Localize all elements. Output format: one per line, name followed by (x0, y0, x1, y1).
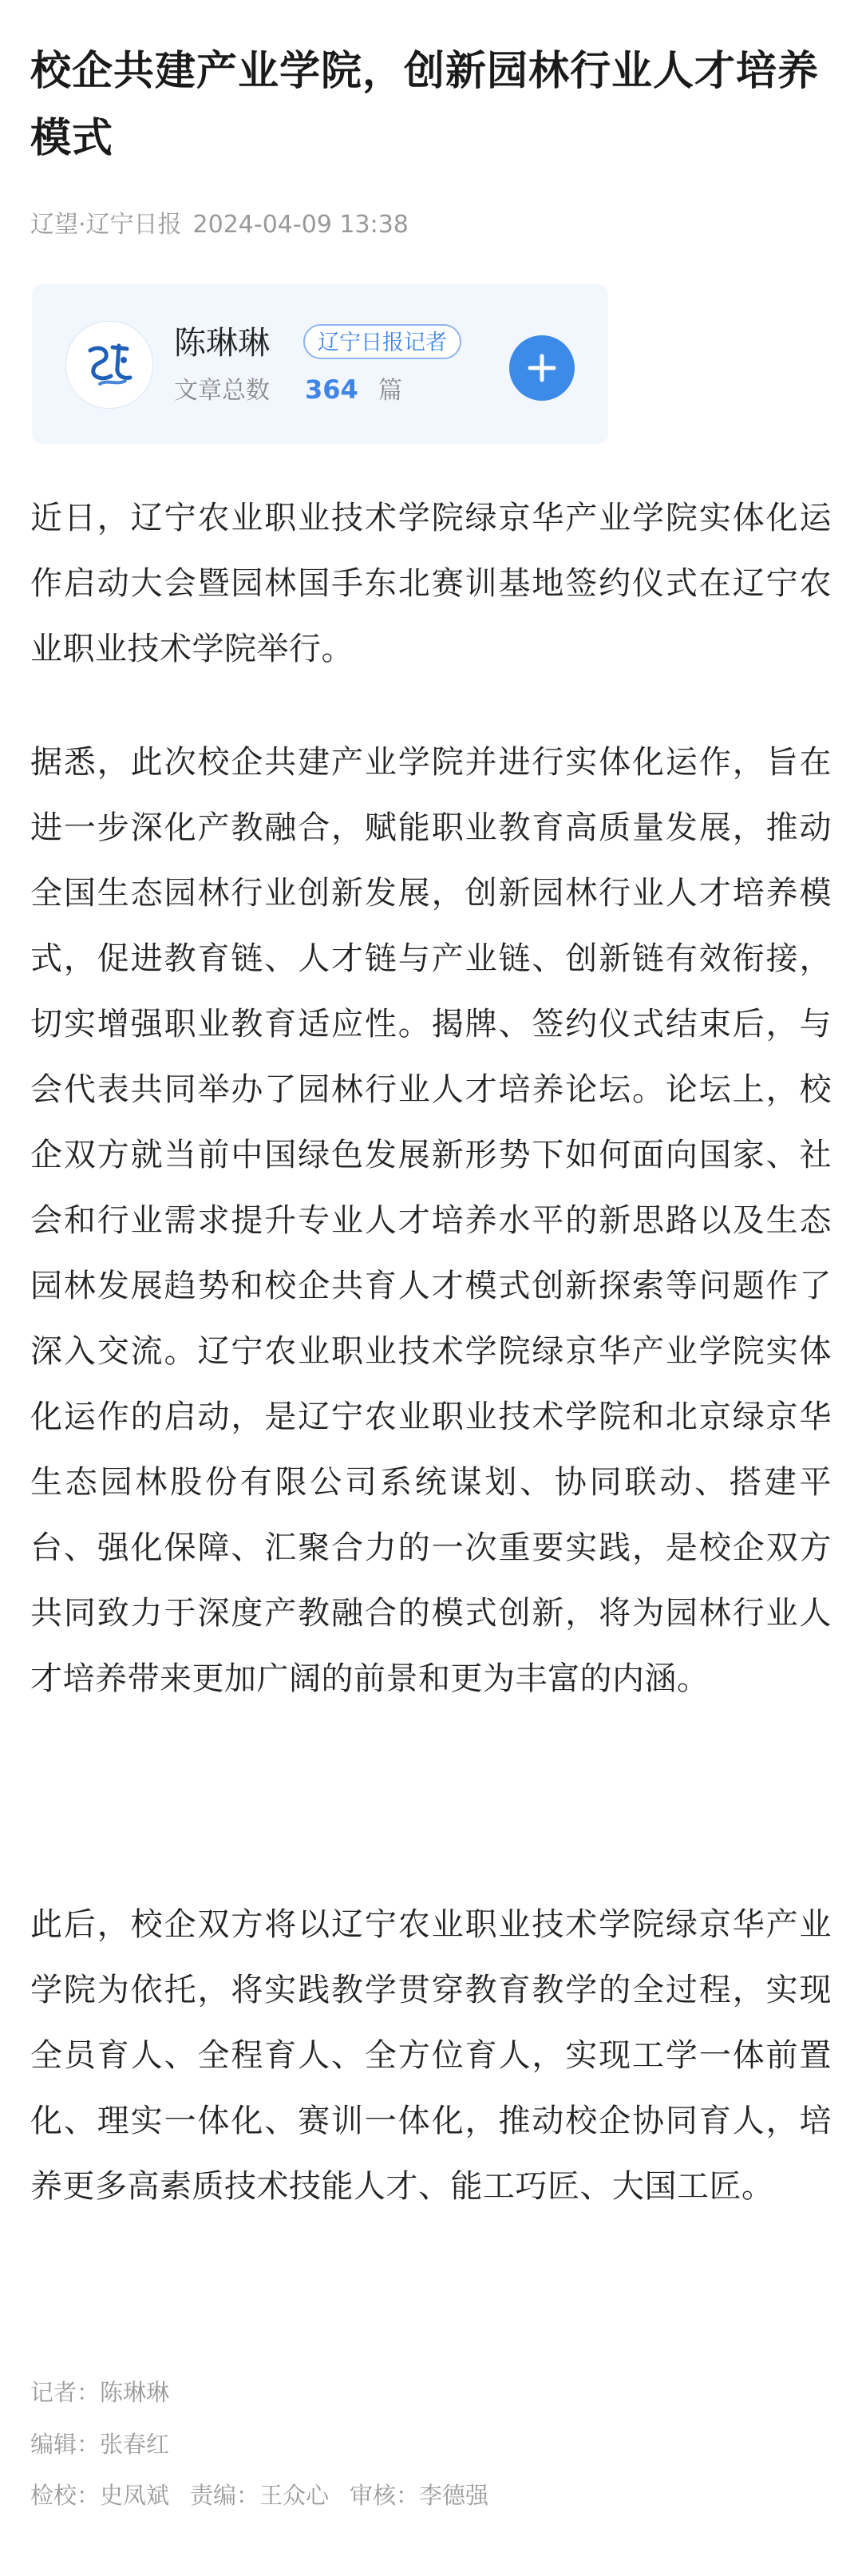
liaowang-logo-icon[interactable] (65, 321, 153, 409)
article-title: 校企共建产业学院，创新园林行业人才培养模式 (30, 48, 820, 162)
author-card[interactable] (32, 284, 608, 444)
author-name[interactable]: 陈琳琳 (174, 325, 270, 362)
article-datetime: 2024-04-09 13:38 (192, 211, 409, 239)
follow-author-button[interactable] (509, 335, 575, 401)
plus-icon (509, 335, 575, 401)
credit-chief-editor: 责编：王众心 (190, 2482, 330, 2509)
credit-editor: 编辑：张春红 (30, 2431, 170, 2458)
article-count-label: 文章总数 (174, 377, 270, 405)
article-count-unit: 篇 (378, 377, 402, 405)
article-count-value: 364 (305, 374, 358, 405)
credit-line (30, 2479, 488, 2511)
article-source[interactable]: 辽望·辽宁日报 (30, 211, 182, 239)
article-meta (30, 209, 409, 241)
credit-proofreader: 检校：史凤斌 (30, 2482, 170, 2509)
credit-reporter: 记者：陈琳琳 (30, 2379, 170, 2406)
article-paragraph: 此后，校企双方将以辽宁农业职业技术学院绿京华产业学院为依托，将实践教学贯穿教育教学的全过程，实现全员育人、全程育人、全方位育人，实现工学一体前置化、理实一体化、赛训一体化，推动校企协同育人，培养更多高素质技术技能人才、能工巧匠、大国工匠。 (30, 1906, 832, 2205)
author-role-badge: 辽宁日报记者 (303, 324, 461, 359)
article-paragraph: 据悉，此次校企共建产业学院并进行实体化运作，旨在进一步深化产教融合，赋能职业教育高质量发展，推动全国生态园林行业创新发展，创新园林行业人才培养模式，促进教育链、人才链与产业链、创新链有效衔接，切实增强职业教育适应性。揭牌、签约仪式结束后，与会代表共同举办了园林行业人才培养论坛。论坛上，校企双方就当前中国绿色发展新形势下如何面向国家、社会和行业需求提升专业人才培养水平的新思路以及生态园林发展趋势和校企共育人才模式创新探索等问题作了深入交流。辽宁农业职业技术学院绿京华产业学院实体化运作的启动，是辽宁农业职业技术学院和北京绿京华生态园林股份有限公司系统谋划、协同联动、搭建平台、强化保障、汇聚合力的一次重要实践，是校企双方共同致力于深度产教融合的模式创新，将为园林行业人才培养带来更加广阔的前景和更为丰富的内涵。 (30, 744, 832, 1697)
credit-reviewer: 审核：李德强 (350, 2482, 489, 2509)
article-paragraph: 近日，辽宁农业职业技术学院绿京华产业学院实体化运作启动大会暨园林国手东北赛训基地签约仪式在辽宁农业职业技术学院举行。 (30, 500, 832, 667)
